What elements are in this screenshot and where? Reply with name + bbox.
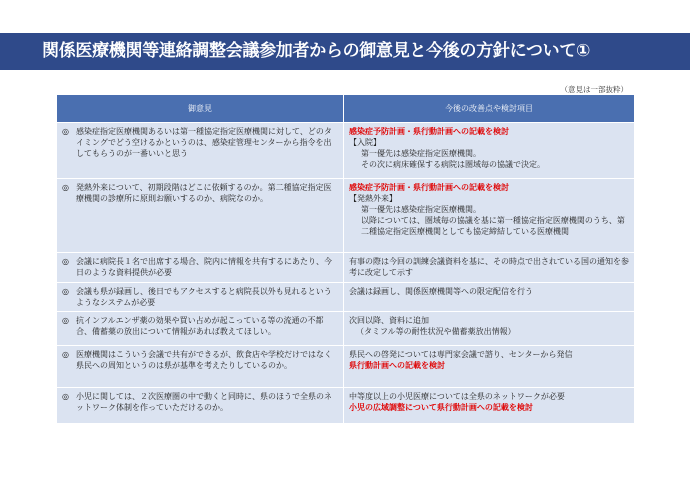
- bullet-icon: ◎: [62, 127, 69, 136]
- table-row: [57, 283, 635, 312]
- response-highlight: 県行動計画への記載を検討: [349, 361, 445, 370]
- header-opinion: 御意見: [57, 95, 344, 123]
- table-row: [57, 388, 635, 424]
- opinion-cell: [57, 346, 344, 388]
- response-line: 次回以降、資料に追加: [349, 316, 429, 325]
- response-cell: [344, 346, 635, 388]
- table-row: [57, 123, 635, 179]
- bullet-icon: ◎: [62, 287, 69, 296]
- bullet-icon: ◎: [62, 257, 69, 266]
- bullet-icon: ◎: [62, 316, 69, 325]
- response-line: 中等度以上の小児医療については全県のネットワークが必要: [349, 392, 565, 401]
- response-line: その次に病床確保する病院は圏域毎の協議で決定。: [361, 160, 545, 169]
- opinion-text: 小児に関しては、２次医療圏の中で動くと同時に、県のほうで全県のネットワーク体制を作っていただけるのか。: [76, 392, 332, 412]
- response-line: 【発熱外来】: [349, 194, 397, 203]
- bullet-icon: ◎: [62, 392, 69, 401]
- response-line: 第一優先は感染症指定医療機関。: [361, 149, 481, 158]
- page-title: 関係医療機関等連絡調整会議参加者からの御意見と今後の方針について①: [0, 33, 690, 70]
- response-highlight: 感染症予防計画・県行動計画への記載を検討: [349, 183, 509, 192]
- response-line: 会議は録画し、関係医療機関等への限定配信を行う: [349, 287, 533, 296]
- response-cell: [344, 283, 635, 312]
- opinion-text: 発熱外来について、初期段階はどこに依頼するのか。第二種協定指定医療機関の診療所に原則お願いするのか、病院なのか。: [76, 183, 332, 203]
- opinion-text: 感染症指定医療機関あるいは第一種協定指定医療機関に対して、どのタイミングでどう空けるかというのは、感染症管理センターから指令を出してもらうのが一番いいと思う: [76, 127, 332, 158]
- response-highlight: 感染症予防計画・県行動計画への記載を検討: [349, 127, 509, 136]
- opinion-text: 医療機関はこういう会議で共有ができるが、飲食店や学校だけではなく県民への周知というのは県が基準を考えたりしているのか。: [76, 350, 332, 370]
- table-body: [57, 123, 635, 424]
- response-highlight: 小児の広域調整について県行動計画への記載を検討: [349, 403, 533, 412]
- opinion-cell: [57, 283, 344, 312]
- response-line: 第一優先は感染症指定医療機関。: [361, 205, 481, 214]
- opinion-text: 会議も県が録画し、後日でもアクセスすると病院長以外も見れるというようなシステムが必要: [76, 287, 332, 307]
- opinion-cell: [57, 388, 344, 424]
- opinion-cell: [57, 253, 344, 283]
- response-cell: [344, 123, 635, 179]
- table-header-row: [57, 95, 635, 123]
- response-cell: [344, 388, 635, 424]
- table-row: [57, 346, 635, 388]
- response-cell: [344, 312, 635, 346]
- table-row: [57, 179, 635, 253]
- response-cell: [344, 253, 635, 283]
- opinion-cell: [57, 179, 344, 253]
- response-line: 有事の際は今回の訓練会議資料を基に、その時点で出されている国の通知を参考に改定して示す: [349, 257, 629, 277]
- response-cell: [344, 179, 635, 253]
- response-line: 県民への啓発については専門家会議で諮り、センターから発信: [349, 350, 573, 359]
- response-line: 以降については、圏域毎の協議を基に第一種協定指定医療機関のうち、第二種協定指定医療機関としても協定締結している医療機関: [361, 216, 625, 236]
- opinion-text: 会議に病院長１名で出席する場合、院内に情報を共有するにあたり、今日のような資料提供が必要: [76, 257, 332, 277]
- bullet-icon: ◎: [62, 183, 69, 192]
- response-line: （タミフル等の耐性状況や備蓄薬放出情報）: [356, 327, 516, 336]
- table-row: [57, 312, 635, 346]
- opinion-text: 抗インフルエンザ薬の効果や買い占めが起こっている等の流通の不都合、備蓄薬の放出について情報があれば教えてほしい。: [76, 316, 324, 336]
- opinions-table: [56, 94, 635, 424]
- opinion-cell: [57, 123, 344, 179]
- header-response: 今後の改善点や検討項目: [344, 95, 635, 123]
- bullet-icon: ◎: [62, 350, 69, 359]
- opinion-cell: [57, 312, 344, 346]
- table-row: [57, 253, 635, 283]
- response-line: 【入院】: [349, 138, 381, 147]
- excerpt-note: （意見は一部抜粋）: [560, 85, 628, 94]
